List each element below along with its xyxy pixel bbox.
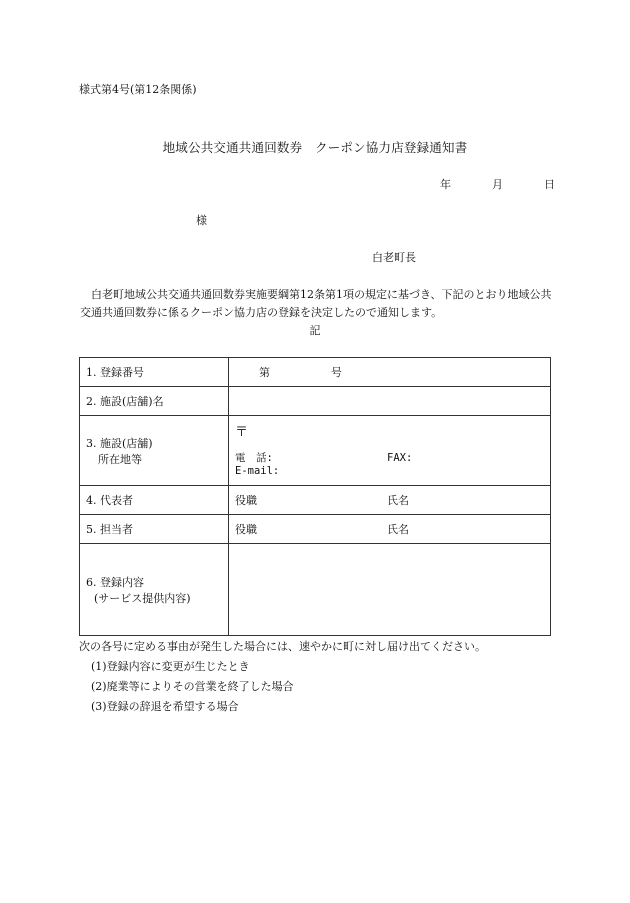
label-registration-content (80, 544, 229, 636)
representative-name: 氏名 (387, 494, 409, 507)
notes-item: (3)登録の辞退を希望する場合 (91, 700, 239, 713)
row-registration-content (80, 544, 551, 636)
representative-field (229, 486, 551, 515)
label-facility-address-line2: 所在地等 (98, 452, 142, 466)
date-line (440, 176, 555, 192)
contact-person-field (229, 515, 551, 544)
addressee-suffix: 様 (196, 214, 207, 227)
row-representative (80, 486, 551, 515)
label-registration-content-line1: 6. 登録内容 (86, 575, 144, 589)
row-contact-person (80, 515, 551, 544)
representative-position: 役職 (235, 494, 257, 507)
row-facility-name (80, 387, 551, 416)
notes-intro: 次の各号に定める事由が発生した場合には、速やかに町に対し届け出てください。 (79, 640, 486, 653)
contact-person-name: 氏名 (387, 523, 409, 536)
notes-item: (1)登録内容に変更が生じたとき (91, 660, 250, 673)
registration-table (79, 357, 551, 636)
notes-item: (2)廃業等によりその営業を終了した場合 (91, 680, 294, 693)
date-day: 日 (544, 178, 555, 191)
row-registration-number (80, 358, 551, 387)
label-representative: 4. 代表者 (80, 486, 229, 515)
form-number: 様式第4号(第12条関係) (79, 83, 197, 96)
go-text: 号 (331, 366, 342, 379)
facility-address-field (229, 416, 551, 486)
label-registration-number: 1. 登録番号 (80, 358, 229, 387)
contact-person-position: 役職 (235, 523, 257, 536)
ki-heading: 記 (309, 324, 321, 337)
facility-name-field (229, 387, 551, 416)
notes (79, 637, 486, 717)
label-facility-address (80, 416, 229, 486)
label-facility-address-line1: 3. 施設(店舗) (86, 436, 153, 450)
date-year: 年 (440, 178, 451, 191)
issuer: 白老町長 (372, 251, 416, 264)
fax-label: FAX: (387, 451, 413, 464)
registration-content-field (229, 544, 551, 636)
row-facility-address (80, 416, 551, 486)
date-month: 月 (492, 178, 503, 191)
body-text: 白老町地域公共交通共通回数券実施要綱第12条第1項の規定に基づき、下記のとおり地域公共交通共通回数券に係るクーポン協力店の登録を決定したので通知します。 (80, 288, 552, 319)
label-registration-content-line2: (サービス提供内容) (94, 591, 191, 605)
registration-number-field (229, 358, 551, 387)
tel-label: 電 話: (235, 451, 273, 464)
document-title: 地域公共交通共通回数券 クーポン協力店登録通知書 (162, 140, 468, 155)
label-facility-name: 2. 施設(店舗)名 (80, 387, 229, 416)
label-contact-person: 5. 担当者 (80, 515, 229, 544)
postal-mark: 〒 (235, 424, 249, 440)
email-label: E-mail: (235, 464, 280, 477)
dai-text: 第 (259, 366, 270, 379)
